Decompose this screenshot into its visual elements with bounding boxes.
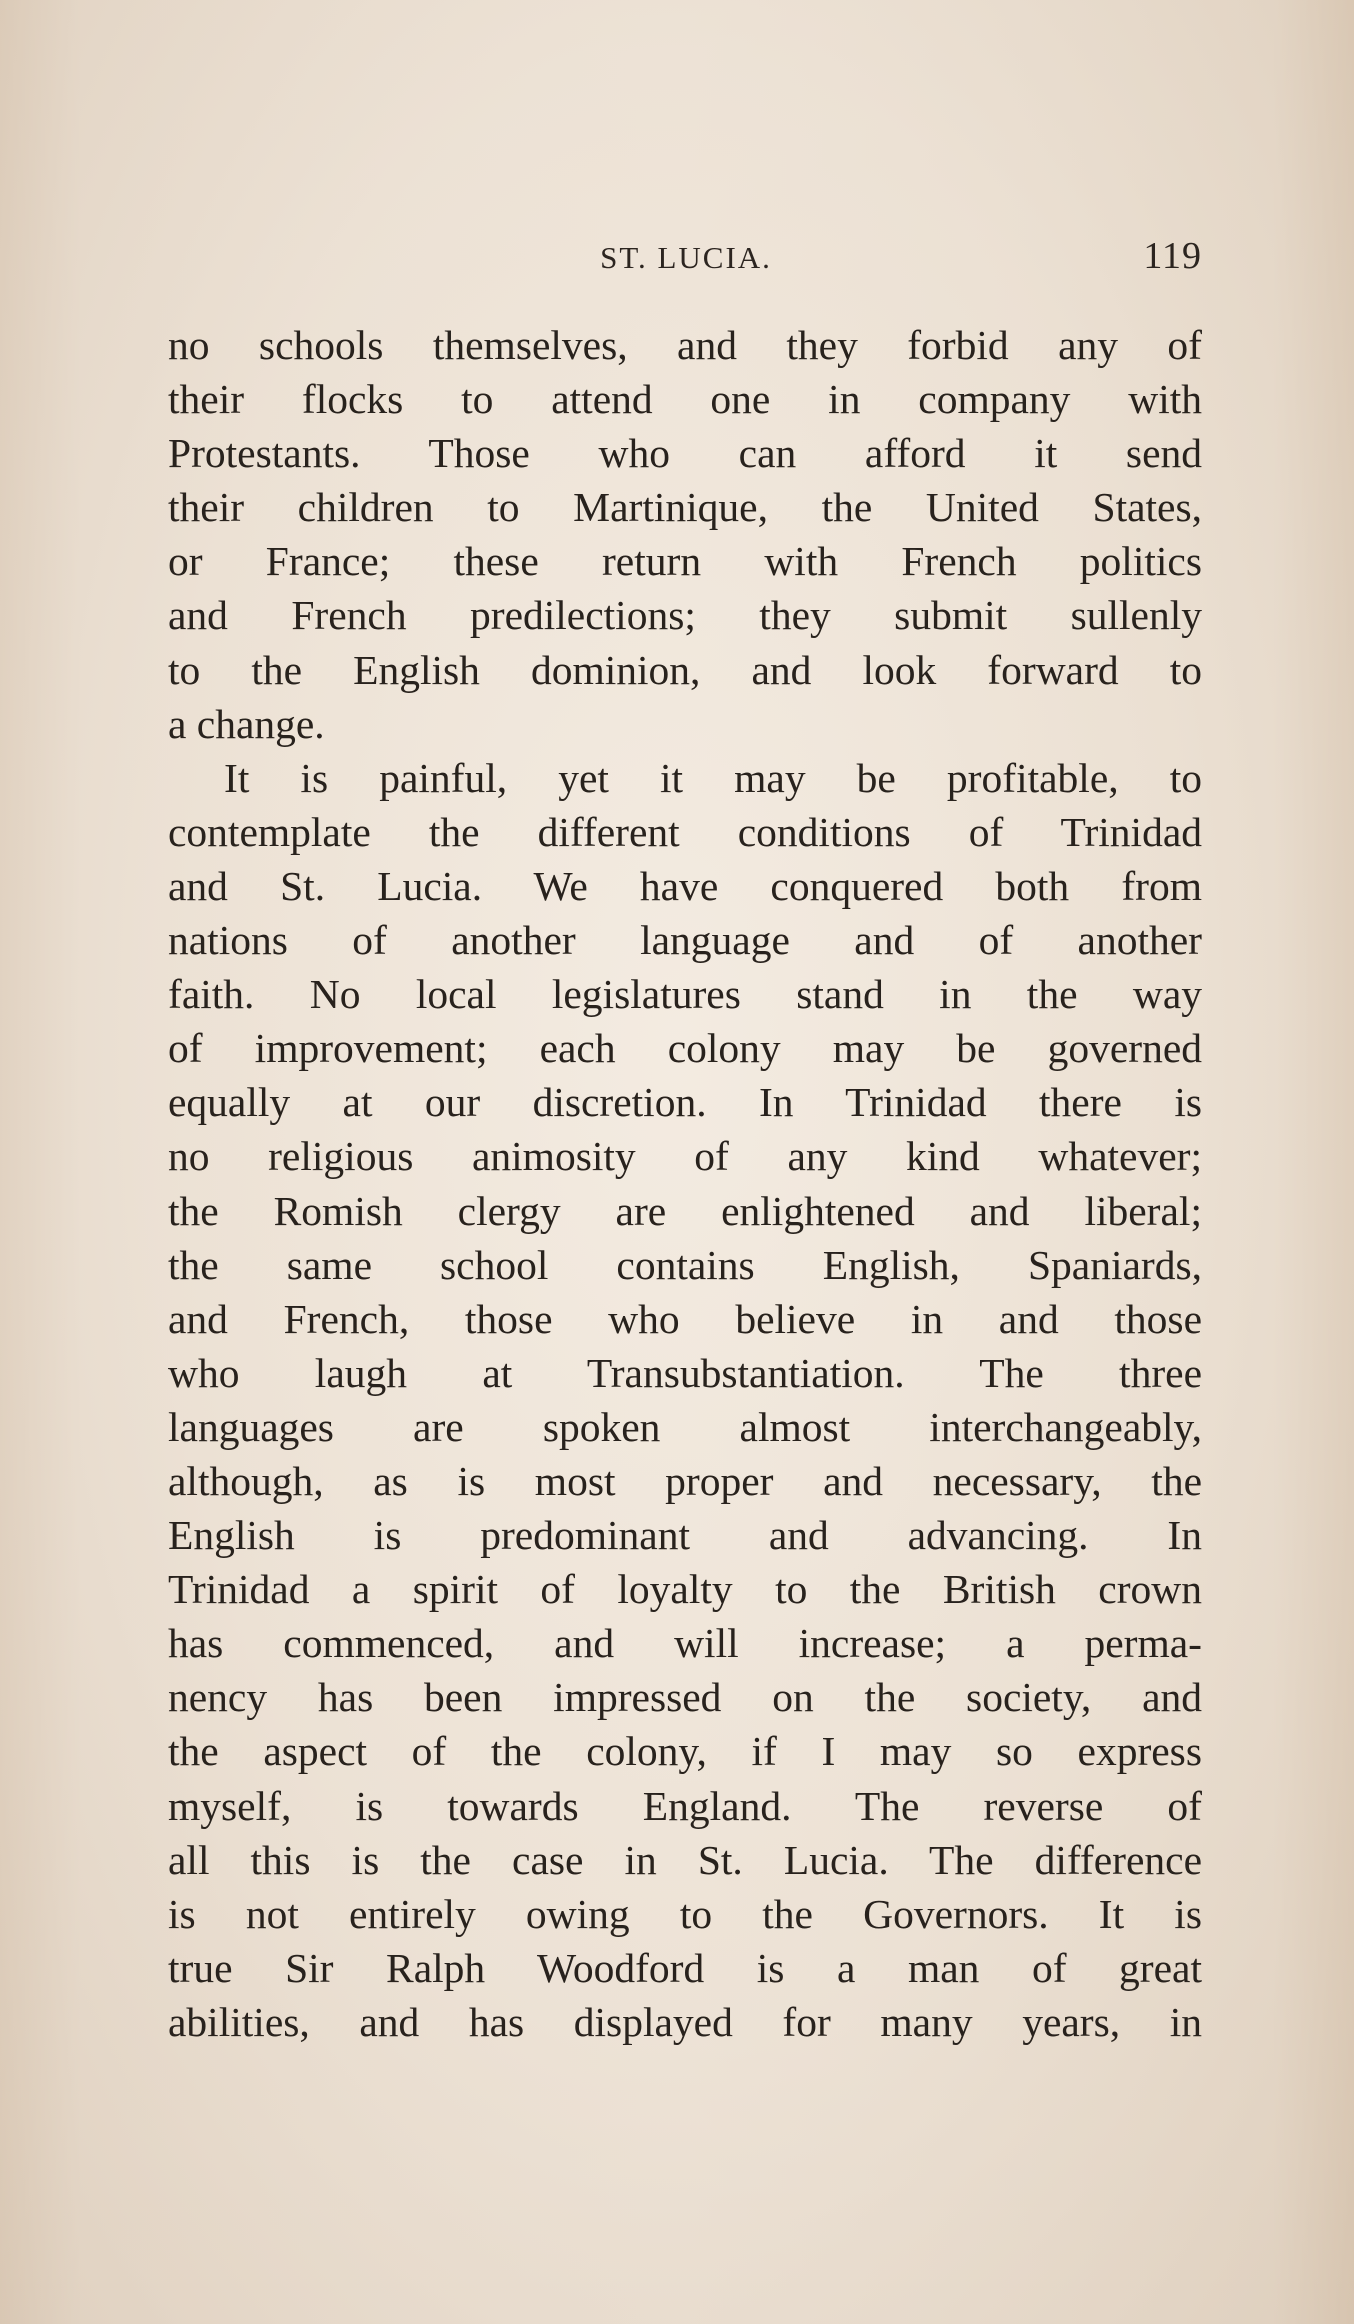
text-line: the Romish clergy are enlightened and liberal; xyxy=(168,1187,1202,1234)
text-line: faith. No local legislatures stand in the way xyxy=(168,971,1202,1018)
text-line: no religious animosity of any kind whatever; xyxy=(168,1133,1202,1180)
text-line: and French, those who believe in and those xyxy=(168,1295,1202,1342)
text-line: Trinidad a spirit of loyalty to the British crown xyxy=(168,1566,1202,1613)
text-line: myself, is towards England. The reverse of xyxy=(168,1782,1202,1829)
text-line: no schools themselves, and they forbid any of xyxy=(168,322,1202,368)
text-line: is not entirely owing to the Governors. It is xyxy=(168,1890,1202,1937)
text-line: and St. Lucia. We have conquered both from xyxy=(168,862,1202,909)
text-line: the same school contains English, Spaniards, xyxy=(168,1241,1202,1288)
text-line: and French predilections; they submit sullenly xyxy=(168,592,1202,639)
text-line: It is painful, yet it may be profitable, to xyxy=(224,754,1202,801)
text-line: equally at our discretion. In Trinidad there is xyxy=(168,1079,1202,1126)
running-head: ST. LUCIA. xyxy=(600,240,772,275)
text-line: all this is the case in St. Lucia. The difference xyxy=(168,1836,1202,1883)
text-line: true Sir Ralph Woodford is a man of great xyxy=(168,1944,1202,1991)
page-number: 119 xyxy=(1143,235,1202,277)
text-line: their children to Martinique, the United States, xyxy=(168,484,1202,531)
text-line: a change. xyxy=(168,700,325,747)
text-line: their flocks to attend one in company with xyxy=(168,376,1202,423)
text-line: to the English dominion, and look forward to xyxy=(168,646,1202,693)
text-line: the aspect of the colony, if I may so express xyxy=(168,1728,1202,1775)
text-line: abilities, and has displayed for many years, in xyxy=(168,1998,1202,2045)
text-line: contemplate the different conditions of Trinidad xyxy=(168,808,1202,855)
paragraph xyxy=(168,751,1202,2049)
paragraph xyxy=(168,318,1202,751)
text-line: of improvement; each colony may be governed xyxy=(168,1025,1202,1072)
text-line: languages are spoken almost interchangeably, xyxy=(168,1403,1202,1450)
text-line: English is predominant and advancing. In xyxy=(168,1512,1202,1559)
page-header xyxy=(170,232,1202,292)
body-text xyxy=(168,318,1202,2049)
text-line: who laugh at Transubstantiation. The three xyxy=(168,1349,1202,1396)
text-line: although, as is most proper and necessary, the xyxy=(168,1457,1202,1504)
text-line: Protestants. Those who can afford it send xyxy=(168,430,1202,477)
text-line: nations of another language and of another xyxy=(168,917,1202,964)
text-line: nency has been impressed on the society, and xyxy=(168,1674,1202,1721)
text-line: has commenced, and will increase; a perma- xyxy=(168,1620,1202,1667)
text-line: or France; these return with French politics xyxy=(168,538,1202,585)
